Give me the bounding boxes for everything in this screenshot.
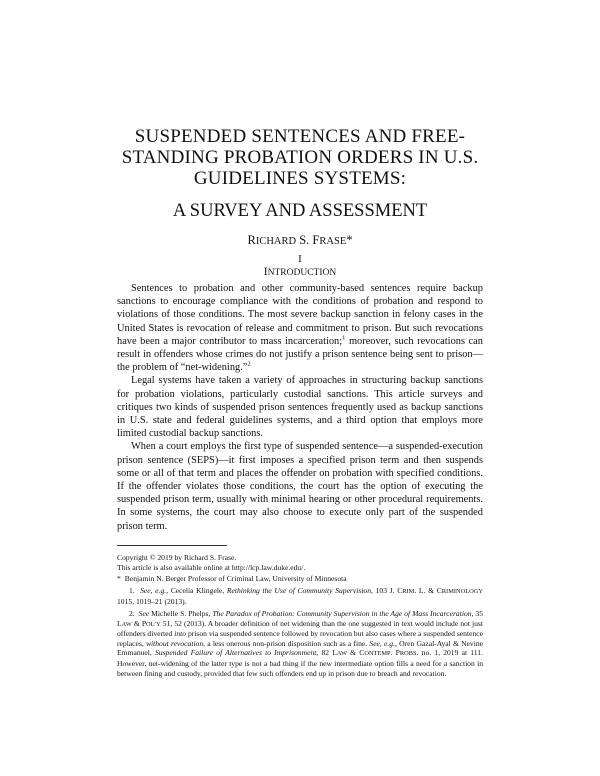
footnote-1-text-b: , 103 J. C — [371, 586, 403, 595]
footnote-2-text-g: , Oren Gazal-Ayal & Nevine Emmanuel, — [117, 638, 483, 658]
copyright-notice: Copyright © 2019 by Richard S. Frase. — [117, 553, 237, 562]
footnote-1-article-title: Rethinking the Use of Community Supervision — [226, 586, 372, 595]
footnote-ref-2: 2 — [247, 360, 251, 368]
author-footnote-text: Benjamin N. Berger Professor of Criminal Law, University of Minnesota — [124, 574, 347, 583]
availability-notice: This article is also available online at http://lcp.law.duke.edu/. — [117, 563, 306, 572]
article-title — [90, 126, 510, 189]
section-heading-initial: I — [263, 266, 268, 278]
footnote-2-smallcaps-4: ONTEMP — [364, 650, 391, 658]
footnote-2-text-e: prison via suspended sentence followed by revocation but also cases where a suspended sentence replaces, — [117, 629, 483, 648]
footnote-1-signal: See, e.g. — [140, 586, 167, 595]
paragraph-1 — [117, 282, 483, 374]
footnote-2-number: 2. — [129, 609, 135, 618]
author-footnote-star: * — [117, 574, 121, 583]
footnote-2-signal-2: See, e.g. — [369, 638, 395, 648]
footnote-2-article-title-2: Suspended Failure of Alternatives to Imprisonment — [154, 648, 317, 658]
footnote-2-smallcaps-1: AW — [121, 620, 132, 628]
paragraph-1-part-a: Sentences to probation and other community-based sentences require backup sanctions to encourage compliance with the conditions of probation and respond to violations of those conditions. The most severe backup sanction in felony cases in the United States is revocation of release and commitment to prison. But such revocations have been a major contributor to mass incarceration; — [117, 283, 483, 347]
footnote-2-text-i: & C — [347, 648, 365, 658]
footnote-1-smallcaps-1: RIM — [402, 588, 415, 595]
footnote-2-text-c: & P — [131, 618, 147, 628]
footnote-1-text-c: . L. & C — [414, 586, 442, 595]
footnote-2-text-j: . P — [390, 648, 400, 658]
footnote-1-text-d: 1015, 1019–21 (2013). — [117, 596, 187, 606]
footnote-2-text-k: . no. 1, 2019 at 111. However, net-widening of the latter type is not a bad thing if the new intermediate option fills a need for a sanction in between fining and custody, provided that few such offenders end up in prison due to breach and revocation. — [117, 648, 483, 678]
author-footnote-mark: * — [346, 233, 353, 247]
footnote-ref-1: 1 — [342, 334, 346, 342]
section-heading-rest: NTRODUCTION — [267, 268, 337, 278]
footnote-2-smallcaps-3: AW — [336, 650, 347, 658]
title-line-2: STANDING PROBATION ORDERS IN U.S. — [121, 147, 479, 168]
footnote-1 — [117, 586, 483, 606]
footnote-2-text-d: 51, 52 (2013). A broader definition of net widening than the one suggested in text would include not just offenders diverted — [117, 618, 483, 639]
footnote-2-article-title: The Paradox of Probation: Community Supervision in the Age of Mass Incarceration — [212, 609, 472, 618]
footnote-2 — [117, 609, 483, 678]
footnote-2-italic-into: into — [174, 629, 187, 639]
footnote-2-smallcaps-5: ROBS — [399, 650, 417, 658]
footnote-1-number: 1. — [129, 586, 135, 595]
footnote-2-smallcaps-2: OL’Y — [146, 620, 161, 628]
footnote-2-text-f: , a less onerous non-prison disposition such as a fine. — [203, 638, 370, 648]
body-text — [117, 282, 483, 533]
footnote-2-signal: See — [138, 609, 150, 618]
author-middle: S. F — [296, 233, 320, 247]
title-line-1: SUSPENDED SENTENCES AND FREE- — [134, 126, 466, 147]
paragraph-2: Legal systems have taken a variety of approaches in structuring backup sanctions for probation violations, particularly custodial sanctions. This article surveys and critiques two kinds of suspended prison sentences frequently used as backup sanctions in U.S. state and federal guidelines systems, and a third option that employs more limited custodial backup sanctions. — [117, 375, 483, 440]
paragraph-1-part-b: moreover, such revocations can result in offenders whose crimes do not justify a prison sentence being sent to prison—the problem of “net-widening.” — [117, 335, 483, 374]
title-line-3: GUIDELINES SYSTEMS: — [193, 168, 407, 189]
footnote-2-text-a: Michelle S. Phelps, — [149, 609, 213, 618]
footnote-2-italic-without-revocation: without revocation — [145, 638, 204, 648]
section-number: I — [298, 253, 302, 265]
author-initial: R — [247, 233, 256, 247]
footnote-1-smallcaps-2: RIMINOLOGY — [441, 588, 483, 595]
footnote-divider — [117, 545, 227, 546]
footnote-2-text-h: , 82 L — [316, 648, 337, 658]
article-subtitle: A SURVEY AND ASSESSMENT — [172, 201, 428, 221]
author-footnote — [117, 574, 483, 584]
author-first-rest: ICHARD — [255, 236, 297, 247]
author-name — [90, 233, 510, 249]
section-heading — [90, 266, 510, 280]
author-last-rest: RASE — [319, 236, 347, 247]
footnote-2-text-b: , 35 L — [117, 609, 484, 628]
paragraph-3: When a court employs the first type of suspended sentence—a suspended-execution prison sentence (SEPS)—it first imposes a specified prison term and then suspends some or all of that term and places the offender on probation with specified conditions. If the offender violates those conditions, the court has the option of executing the suspended prison term, usually with minimal hearing or other procedural requirements. In some systems, the court may also choose to execute only part of the suspended prison term. — [117, 441, 483, 532]
footnote-1-text-a: , Cecelia Klingele, — [166, 586, 227, 595]
